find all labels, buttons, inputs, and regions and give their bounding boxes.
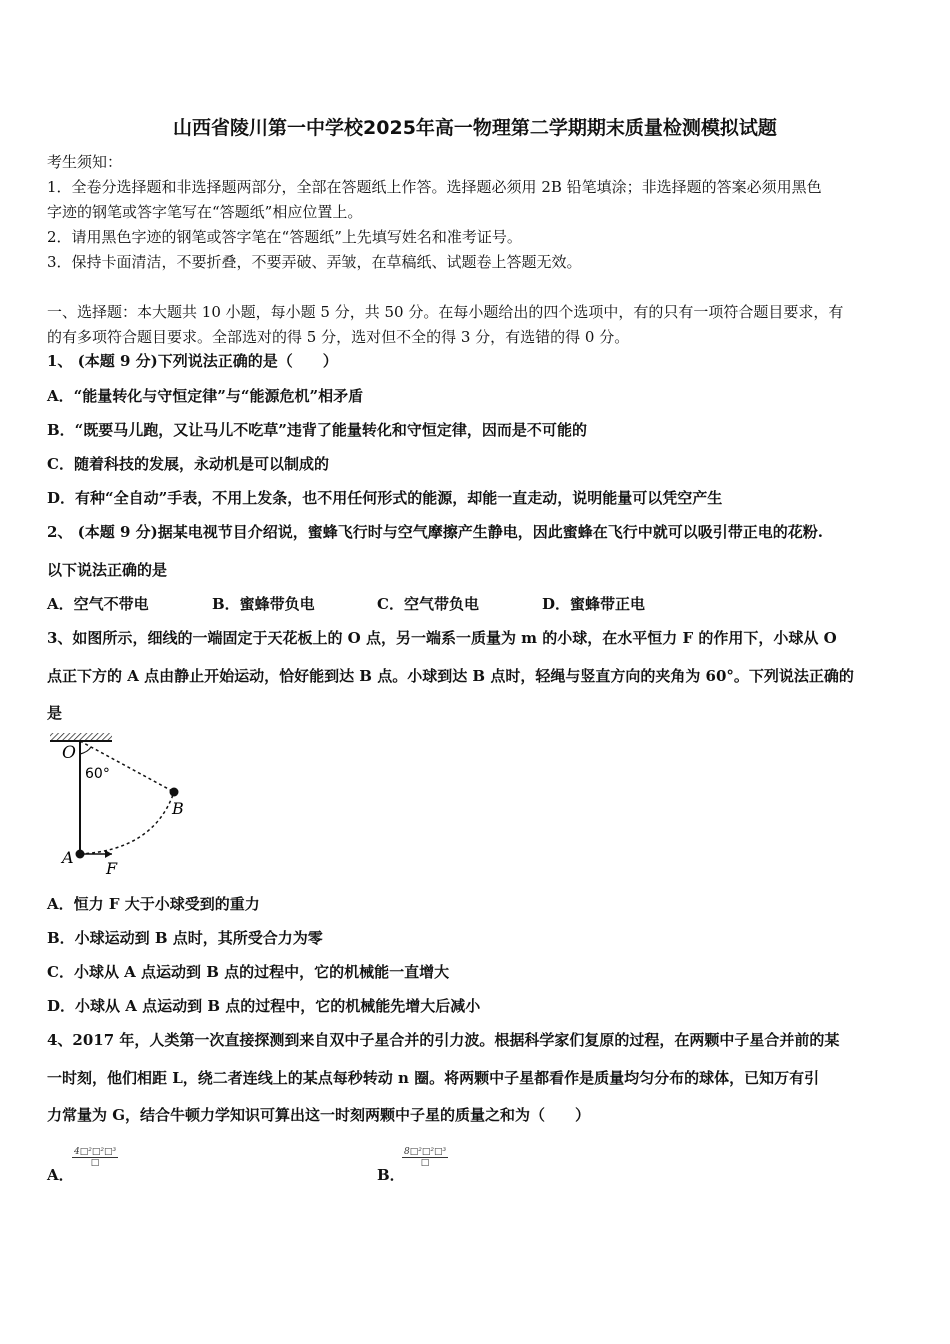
question-3-stem: 3、如图所示，细线的一端固定于天花板上的 O 点，另一端系一质量为 m 的小球，在水平恒力 F 的作用下，小球从 O — [47, 629, 837, 647]
notice-item: 2．请用黑色字迹的钢笔或答字笔在“答题纸”上先填写姓名和准考证号。 — [47, 228, 522, 246]
question-3-option-b: B．小球运动到 B 点时，其所受合力为零 — [47, 929, 323, 947]
question-2-stem: 以下说法正确的是 — [47, 561, 168, 579]
label-angle: 60° — [85, 766, 110, 782]
question-2-stem: 2、 (本题 9 分)据某电视节目介绍说，蜜蜂飞行时与空气摩擦产生静电，因此蜜蜂在飞行中就可以吸引带正电的花粉. — [47, 523, 823, 541]
question-2-option-c: C．空气带负电 — [377, 595, 479, 613]
question-2-option-a: A．空气不带电 — [47, 595, 149, 613]
question-2-options — [47, 594, 645, 614]
question-4-stem: 力常量为 G，结合牛顿力学知识可算出这一时刻两颗中子星的质量之和为（ ） — [47, 1106, 591, 1124]
question-4-option-b-label: B． — [377, 1166, 405, 1184]
question-2-option-d: D．蜜蜂带正电 — [542, 595, 646, 613]
notice-heading: 考生须知： — [47, 153, 123, 171]
section-instructions: 一、选择题：本大题共 10 小题，每小题 5 分，共 50 分。在每小题给出的四个选项中，有的只有一项符合题目要求，有 — [47, 303, 844, 321]
question-3-option-a: A．恒力 F 大于小球受到的重力 — [47, 895, 260, 913]
question-4-option-b-fraction — [402, 1147, 448, 1168]
question-3-option-d: D．小球从 A 点运动到 B 点的过程中，它的机械能先增大后减小 — [47, 997, 481, 1015]
fraction-numerator: 4□²□²□³ — [74, 1147, 117, 1157]
fraction-numerator: 8□²□²□³ — [404, 1147, 447, 1157]
question-1-option-c: C．随着科技的发展，永动机是可以制成的 — [47, 455, 329, 473]
fraction-denominator: □ — [90, 1158, 100, 1168]
pendulum-figure — [44, 730, 204, 878]
question-2-option-b: B．蜜蜂带负电 — [212, 595, 315, 613]
ceiling-hatch — [50, 733, 112, 741]
trajectory-arc — [80, 792, 174, 854]
question-4-stem: 4、2017 年，人类第一次直接探测到来自双中子星合并的引力波。根据科学家们复原的过程，在两颗中子星合并前的某 — [47, 1031, 840, 1049]
ball-b — [170, 788, 179, 797]
question-1-stem: 1、 (本题 9 分)下列说法正确的是（ ） — [47, 352, 338, 370]
question-4-option-a-fraction — [72, 1147, 118, 1168]
label-a: A — [62, 848, 74, 867]
question-3-option-c: C．小球从 A 点运动到 B 点的过程中，它的机械能一直增大 — [47, 963, 450, 981]
question-4-stem: 一时刻，他们相距 L，绕二者连线上的某点每秒转动 n 圈。将两颗中子星都看作是质量均匀分布的球体，已知万有引 — [47, 1069, 820, 1087]
label-f: F — [106, 859, 118, 878]
fraction-denominator: □ — [420, 1158, 430, 1168]
notice-item: 1．全卷分选择题和非选择题两部分，全部在答题纸上作答。选择题必须用 2B 铅笔填涂；非选择题的答案必须用黑色 — [47, 178, 822, 196]
notice-item: 3．保持卡面清洁，不要折叠，不要弄破、弄皱，在草稿纸、试题卷上答题无效。 — [47, 253, 582, 271]
question-3-stem: 是 — [47, 704, 63, 722]
label-b: B — [172, 799, 184, 818]
force-arrowhead — [105, 850, 112, 858]
label-o: O — [62, 743, 76, 763]
question-1-option-b: B．“既要马儿跑，又让马儿不吃草”违背了能量转化和守恒定律，因而是不可能的 — [47, 421, 587, 439]
page-title: 山西省陵川第一中学校2025年高一物理第二学期期末质量检测模拟试题 — [173, 117, 777, 139]
section-instructions: 的有多项符合题目要求。全部选对的得 5 分，选对但不全的得 3 分，有选错的得 0 分。 — [47, 328, 630, 346]
question-1-option-d: D．有种“全自动”手表，不用上发条，也不用任何形式的能源，却能一直走动，说明能量可以凭空产生 — [47, 489, 723, 507]
angle-arc — [80, 747, 91, 754]
question-3-stem: 点正下方的 A 点由静止开始运动，恰好能到达 B 点。小球到达 B 点时，轻绳与竖直方向的夹角为 60°。下列说法正确的 — [47, 667, 854, 685]
question-4-option-a-label: A． — [47, 1166, 74, 1184]
notice-item: 字迹的钢笔或答字笔写在“答题纸”相应位置上。 — [47, 203, 363, 221]
question-1-option-a: A．“能量转化与守恒定律”与“能源危机”相矛盾 — [47, 387, 364, 405]
